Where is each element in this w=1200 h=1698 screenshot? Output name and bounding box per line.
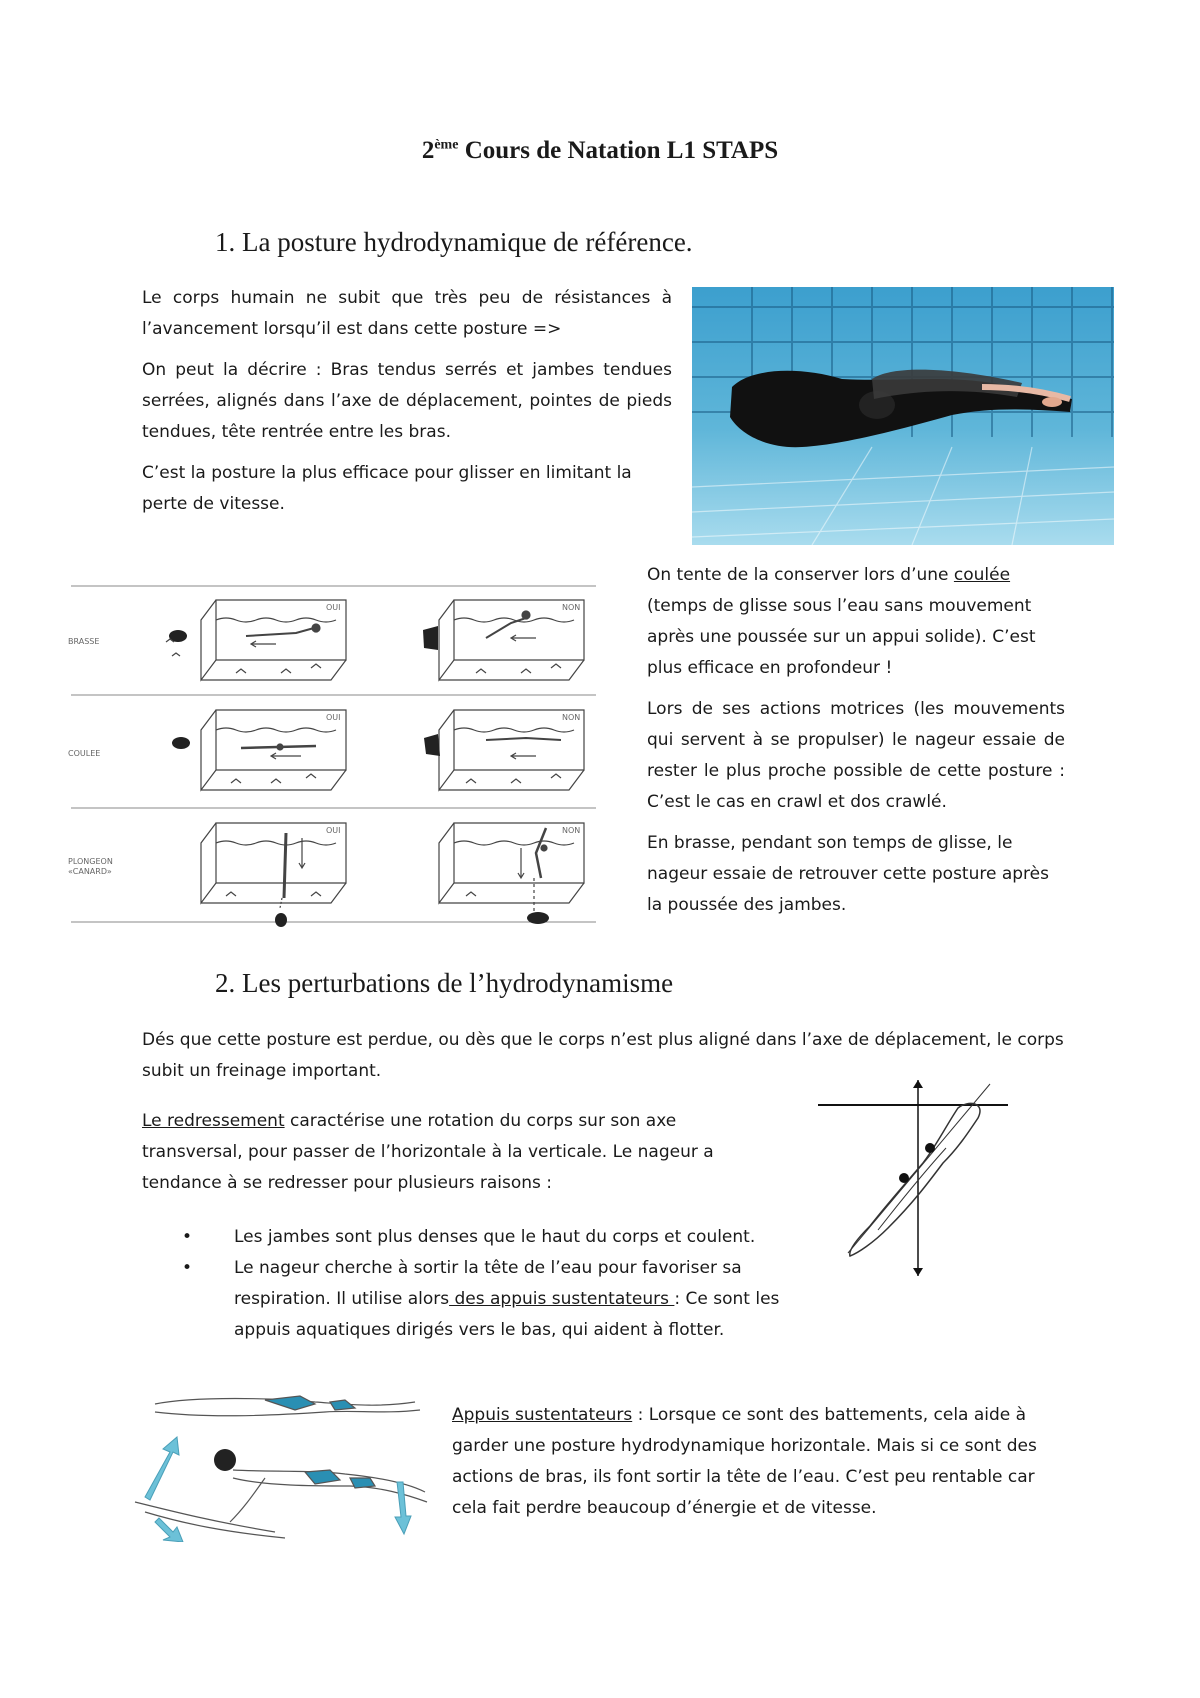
appuis-sustentateurs-term: des appuis sustentateurs <box>449 1289 675 1309</box>
reason-item-1 <box>182 1222 792 1253</box>
section1-intro <box>142 283 672 520</box>
section2-p2 <box>142 1106 782 1199</box>
row-label-coulee: COULEE <box>68 749 101 758</box>
underwater-glide-photo <box>692 287 1114 545</box>
section2-p3 <box>452 1400 1072 1524</box>
redressement-term: Le redressement <box>142 1111 285 1131</box>
row-label-canard-2: «CANARD» <box>68 867 112 876</box>
posture-comparison-diagram <box>66 578 604 928</box>
title-text: Cours de Natation L1 STAPS <box>464 137 779 164</box>
title-superscript: ème <box>434 137 459 153</box>
bullet-icon: • <box>182 1227 193 1247</box>
section2-redressement <box>142 1106 782 1209</box>
section1-p2: On peut la décrire : Bras tendus serrés et jambes tendues serrées, alignés dans l’axe de déplacement, pointes de pieds tendues, tête rentrée entre les bras. <box>142 360 672 442</box>
section2-p3-post: : Lorsque ce sont des battements, cela aide à garder une posture hydrodynamique horizontale. Mais si ce sont des actions de bras, ils font sortir la tête de l’eau. C’est peu rentable car cela fait perdre beaucoup d’énergie et de vitesse. <box>452 1405 1037 1518</box>
section1-heading: 1. La posture hydrodynamique de référence. <box>215 227 693 257</box>
row-label-canard-1: PLONGEON <box>68 857 113 866</box>
panel-coulee-oui <box>172 710 346 790</box>
section2-p2-post: caractérise une rotation du corps sur son axe transversal, pour passer de l’horizontale à la verticale. Le nageur a tendance à se redresser pour plusieurs raisons : <box>142 1111 714 1193</box>
panel-brasse-non <box>423 600 584 680</box>
panel-brasse-oui <box>166 600 346 680</box>
pool-photo-illustration <box>692 287 1114 545</box>
sustentation-figure <box>115 1382 433 1542</box>
col-label-non-1: NON <box>562 603 581 612</box>
col-label-oui-3: OUI <box>326 826 341 835</box>
section1-p1: Le corps humain ne subit que très peu de résistances à l’avancement lorsqu’il est dans cette posture => <box>142 288 672 339</box>
reason-item-2 <box>182 1253 792 1346</box>
panel-canard-non <box>439 823 584 924</box>
panel-canard-oui <box>201 823 346 927</box>
redressement-figure <box>818 1078 1018 1278</box>
section1-p6: En brasse, pendant son temps de glisse, le nageur essaie de retrouver cette posture après la poussée des jambes. <box>647 833 1049 915</box>
title-number: 2 <box>421 137 435 164</box>
section2-p1: Dés que cette posture est perdue, ou dès que le corps n’est plus aligné dans l’axe de déplacement, le corps subit un freinage important. <box>142 1030 1064 1081</box>
col-label-oui-2: OUI <box>326 713 341 722</box>
appuis-sustentateurs-heading: Appuis sustentateurs <box>452 1405 633 1425</box>
reason-text-1: Les jambes sont plus denses que le haut du corps et coulent. <box>234 1227 756 1247</box>
section2-heading: 2. Les perturbations de l’hydrodynamisme <box>215 968 674 998</box>
section1-p4 <box>647 560 1065 684</box>
col-label-non-2: NON <box>562 713 581 722</box>
reason-text-2-pre: Le nageur cherche à sortir la tête de l’eau pour favoriser sa respiration. Il utilise alors <box>234 1258 742 1309</box>
coulee-term: coulée <box>953 565 1011 585</box>
section1-p5: Lors de ses actions motrices (les mouvements qui servent à se propulser) le nageur essaie de rester le plus proche possible de cette posture : C’est le cas en crawl et dos crawlé. <box>647 699 1065 812</box>
section2-appuis <box>452 1400 1072 1524</box>
swimmers-sustentation-illustration <box>115 1382 433 1542</box>
section1-right-text <box>647 560 1065 921</box>
document-title <box>0 137 1200 165</box>
row-label-brasse: BRASSE <box>68 637 100 646</box>
section1-p4-post: (temps de glisse sous l’eau sans mouvement après une poussée sur un appui solide). C’est plus efficace en profondeur ! <box>647 596 1036 678</box>
col-label-non-3: NON <box>562 826 581 835</box>
reason-text-2-post: : Ce sont les appuis aquatiques dirigés vers le bas, qui aident à flotter. <box>234 1289 780 1340</box>
section1-p3: C’est la posture la plus efficace pour glisser en limitant la perte de vitesse. <box>142 463 632 514</box>
tilted-swimmer-diagram <box>818 1078 1018 1278</box>
oui-non-diagram-svg <box>66 578 604 928</box>
bullet-icon: • <box>182 1258 193 1278</box>
panel-coulee-non <box>424 710 584 790</box>
col-label-oui-1: OUI <box>326 603 341 612</box>
section1-p4-pre: On tente de la conserver lors d’une <box>647 565 954 585</box>
reasons-list <box>182 1222 792 1346</box>
